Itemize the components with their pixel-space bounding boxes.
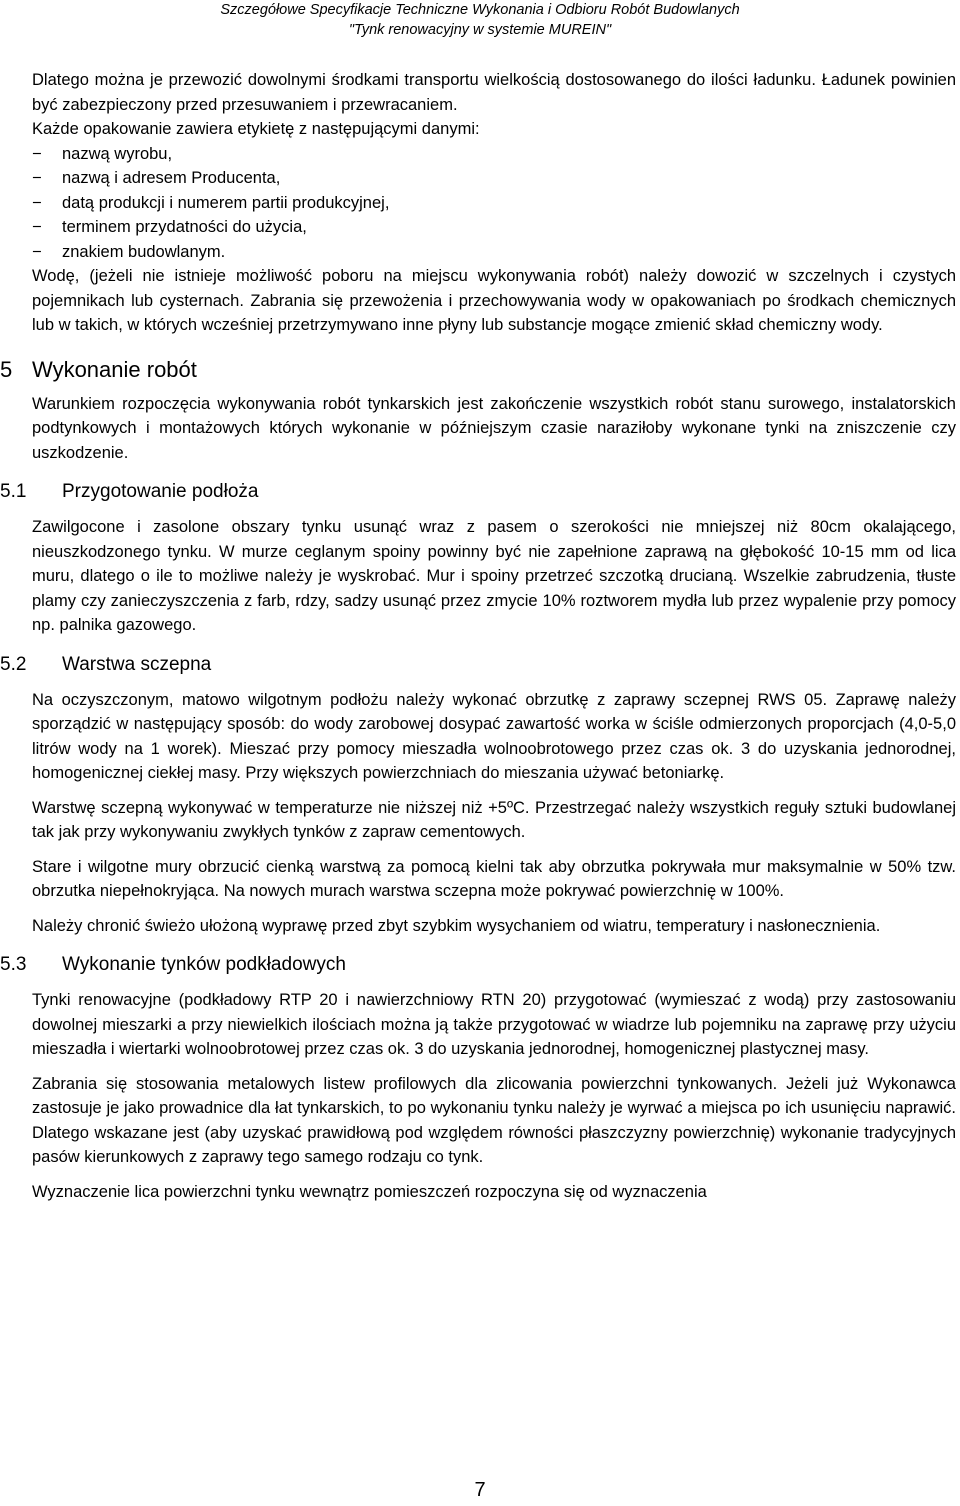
intro-paragraph-3: Wodę, (jeżeli nie istnieje możliwość poboru na miejscu wykonywania robót) należy dowozić w szczelnych i czystych pojemnikach lub cysternach. Zabrania się przewożenia i przechowywania wody w opakowaniach po środkach chemicznych lub w takich, w których wcześniej przetrzymywano inne płyny lub substancje mogące zmienić skład chemiczny wody. [32, 267, 956, 334]
page-header [0, 0, 960, 40]
section-5-3-paragraph-2: Zabrania się stosowania metalowych listew profilowych dla zlicowania powierzchni tynkowanych. Jeżeli już Wykonawca zastosuje je jako prowadnice dla łat tynkarskich, to po wykonaniu tynku należy je wyrwać a miejsca po ich usunięciu naprawić. Dlatego wskazane jest (aby uzyskać prawidłową pod względem równości płaszczyzny powierzchnię) wykonanie tradycyjnych pasów kierunkowych z zaprawy tego samego rodzaju co tynk. [32, 1074, 956, 1166]
section-number: 5.2 [0, 653, 27, 675]
section-5-2-paragraph-4: Należy chronić świeżo ułożoną wyprawę przed zbyt szybkim wysychaniem od wiatru, temperatury i nasłonecznienia. [32, 916, 881, 935]
section-title: Wykonanie tynków podkładowych [62, 954, 346, 975]
section-5-1-paragraph: Zawilgocone i zasolone obszary tynku usunąć wraz z pasem o szerokości nie mniejszej niż 80cm okalającego, nieuszkodzonego tynku. W murze ceglanym spoiny powinny być nie zapełnione zaprawą na głębokość 10-15 mm od lica muru, dlatego o ile to możliwe należy je wyskrobać. Mur i spoiny przetrzeć szczotką drucianą. Wszelkie zabrudzenia, tłuste plamy czy zanieczyszczenia z farb, rdzy, sadzy usunąć przez zmycie 10% roztworem mydła lub przez wypalenie przy pomocy np. palnika gazowego. [32, 518, 956, 634]
section-5-heading [0, 356, 956, 384]
header-subtitle: "Tynk renowacyjny w systemie MUREIN" [348, 22, 612, 38]
section-number: 5.1 [0, 481, 27, 502]
section-title: Warstwa sczepna [62, 653, 212, 675]
section-5-2-paragraph-2: Warstwę sczepną wykonywać w temperaturze nie niższej niż +5ºC. Przestrzegać należy wszystkich reguły sztuki budowlanej tak jak przy wykonywaniu zwykłych tynków z zapraw cementowych. [32, 798, 956, 841]
page-number: 7 [474, 1479, 486, 1501]
list-item: − nazwą wyrobu, [32, 142, 956, 167]
list-item: − nazwą i adresem Producenta, [32, 166, 956, 191]
list-item: − terminem przydatności do użycia, [32, 215, 956, 240]
section-5-2-heading [0, 652, 956, 678]
header-title: Szczegółowe Specyfikacje Techniczne Wykonania i Odbioru Robót Budowlanych [220, 2, 740, 18]
section-title: Przygotowanie podłoża [62, 481, 259, 502]
section-number: 5 [0, 356, 13, 382]
section-5-1-heading [0, 479, 956, 505]
intro-paragraph-2: Każde opakowanie zawiera etykietę z następującymi danymi: [32, 120, 480, 138]
list-item: − znakiem budowlanym. [32, 240, 956, 265]
section-5-3-paragraph-3: Wyznaczenie lica powierzchni tynku wewnątrz pomieszczeń rozpoczyna się od wyznaczenia [32, 1182, 707, 1201]
section-5-2-paragraph-3: Stare i wilgotne mury obrzucić cienką warstwą za pomocą kielni tak aby obrzutka pokrywała mur maksymalnie w 50% tzw. obrzutka niepełnokryjąca. Na nowych murach warstwa sczepna może pokrywać powierzchnię w 100%. [32, 857, 956, 900]
section-number: 5.3 [0, 954, 27, 975]
section-5-paragraph: Warunkiem rozpoczęcia wykonywania robót tynkarskich jest zakończenie wszystkich robót stanu surowego, instalatorskich podtynkowych i montażowych których wykonanie w późniejszym czasie naraziłoby wykonane tynki na zniszczenie czy uszkodzenie. [32, 394, 956, 462]
intro-paragraph-1: Dlatego można je przewozić dowolnymi środkami transportu wielkością dostosowanego do ilości ładunku. Ładunek powinien być zabezpieczony przed przesuwaniem i przewracaniem. [32, 71, 956, 114]
section-5-2-paragraph-1: Na oczyszczonym, matowo wilgotnym podłożu należy wykonać obrzutkę z zaprawy sczepnej RWS 05. Zaprawę należy sporządzić w następujący sposób: do wody zarobowej dosypać zawartość worka w ściśle odmierzonych proporcjach (4,0-5,0 litrów wody na 1 worek). Mieszać przy pomocy mieszadła wolnoobrotowego przez czas ok. 3 do uzyskania jednorodnej, homogenicznej ciekłej masy. Przy większych powierzchniach do mieszania używać betoniarkę. [32, 690, 956, 782]
label-data-list [32, 142, 956, 265]
section-5-3-heading [0, 952, 956, 978]
document-body [0, 68, 956, 1204]
list-item: − datą produkcji i numerem partii produkcyjnej, [32, 191, 956, 216]
section-5-3-paragraph-1: Tynki renowacyjne (podkładowy RTP 20 i nawierzchniowy RTN 20) przygotować (wymieszać z wodą) przy zastosowaniu dowolnej mieszarki a przy niewielkich ilościach można ją także przygotować w wiadrze lub pojemniku na zaprawę przy użyciu mieszadła i wiertarki wolnoobrotowej przez czas ok. 3 do uzyskania jednorodnej, homogenicznej plastycznej masy. [32, 991, 956, 1058]
section-title: Wykonanie robót [32, 356, 197, 382]
